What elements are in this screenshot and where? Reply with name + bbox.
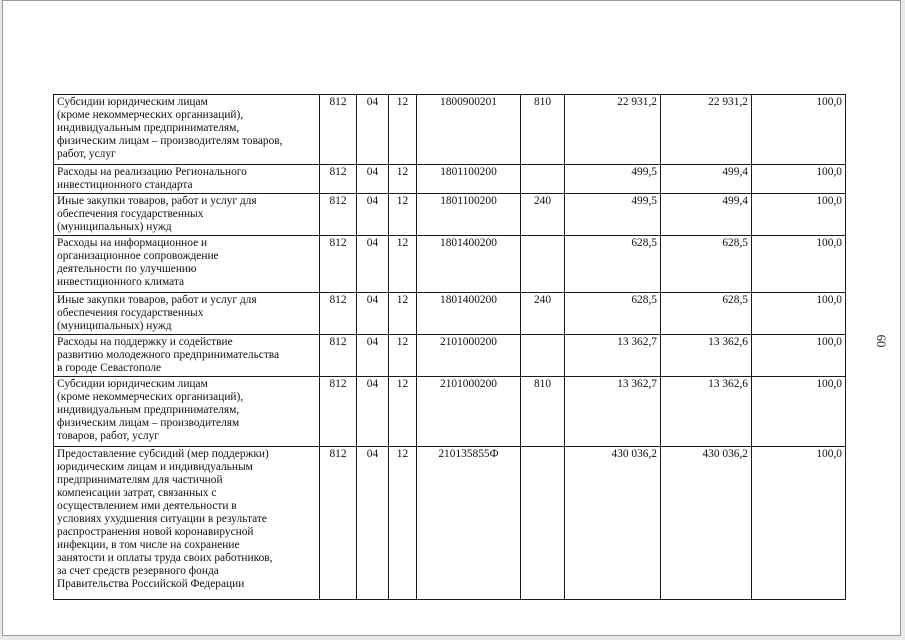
target-article-code: 1800900201 [417, 95, 521, 165]
table-row [54, 335, 846, 377]
subsection-code: 12 [389, 335, 417, 377]
row-name: Иные закупки товаров, работ и услуг для обеспечения государственных (муниципальных) нужд [54, 293, 320, 335]
executed-amount: 499,4 [661, 165, 752, 194]
section-code: 04 [357, 377, 389, 447]
section-code: 04 [357, 447, 389, 600]
ministry-code: 812 [320, 377, 357, 447]
executed-amount: 499,4 [661, 194, 752, 236]
expense-type-code [521, 447, 565, 600]
target-article-code: 2101000200 [417, 377, 521, 447]
planned-amount: 13 362,7 [565, 377, 661, 447]
expense-type-code [521, 335, 565, 377]
ministry-code: 812 [320, 293, 357, 335]
row-name: Расходы на реализацию Регионального инвестиционного стандарта [54, 165, 320, 194]
table-row [54, 236, 846, 293]
section-code: 04 [357, 335, 389, 377]
target-article-code: 2101000200 [417, 335, 521, 377]
execution-percent: 100,0 [752, 447, 846, 600]
section-code: 04 [357, 165, 389, 194]
executed-amount: 13 362,6 [661, 377, 752, 447]
execution-percent: 100,0 [752, 95, 846, 165]
execution-percent: 100,0 [752, 165, 846, 194]
subsection-code: 12 [389, 165, 417, 194]
ministry-code: 812 [320, 194, 357, 236]
execution-percent: 100,0 [752, 293, 846, 335]
execution-percent: 100,0 [752, 236, 846, 293]
expense-type-code: 810 [521, 377, 565, 447]
budget-table [53, 94, 846, 600]
executed-amount: 628,5 [661, 293, 752, 335]
section-code: 04 [357, 236, 389, 293]
expense-type-code [521, 236, 565, 293]
table-row [54, 165, 846, 194]
table-row [54, 377, 846, 447]
row-name: Субсидии юридическим лицам (кроме некоммерческих организаций), индивидуальным предпринимателям, физическим лицам – производителям товаров, работ, услуг [54, 377, 320, 447]
planned-amount: 430 036,2 [565, 447, 661, 600]
ministry-code: 812 [320, 335, 357, 377]
executed-amount: 430 036,2 [661, 447, 752, 600]
planned-amount: 499,5 [565, 194, 661, 236]
subsection-code: 12 [389, 236, 417, 293]
target-article-code: 1801400200 [417, 236, 521, 293]
subsection-code: 12 [389, 377, 417, 447]
ministry-code: 812 [320, 236, 357, 293]
planned-amount: 22 931,2 [565, 95, 661, 165]
expense-type-code: 240 [521, 293, 565, 335]
row-name: Иные закупки товаров, работ и услуг для обеспечения государственных (муниципальных) нужд [54, 194, 320, 236]
execution-percent: 100,0 [752, 335, 846, 377]
planned-amount: 13 362,7 [565, 335, 661, 377]
section-code: 04 [357, 95, 389, 165]
planned-amount: 628,5 [565, 293, 661, 335]
expense-type-code [521, 165, 565, 194]
subsection-code: 12 [389, 95, 417, 165]
subsection-code: 12 [389, 194, 417, 236]
expense-type-code: 810 [521, 95, 565, 165]
row-name: Расходы на поддержку и содействие развитию молодежного предпринимательства в городе Севастополе [54, 335, 320, 377]
document-page [2, 0, 901, 636]
subsection-code: 12 [389, 293, 417, 335]
row-name: Расходы на информационное и организационное сопровождение деятельности по улучшению инвестиционного климата [54, 236, 320, 293]
expense-type-code: 240 [521, 194, 565, 236]
ministry-code: 812 [320, 95, 357, 165]
table-row [54, 194, 846, 236]
target-article-code: 1801100200 [417, 194, 521, 236]
executed-amount: 22 931,2 [661, 95, 752, 165]
page-number: 60 [874, 334, 889, 348]
target-article-code: 1801400200 [417, 293, 521, 335]
table-row [54, 293, 846, 335]
section-code: 04 [357, 293, 389, 335]
executed-amount: 628,5 [661, 236, 752, 293]
section-code: 04 [357, 194, 389, 236]
planned-amount: 628,5 [565, 236, 661, 293]
subsection-code: 12 [389, 447, 417, 600]
ministry-code: 812 [320, 447, 357, 600]
execution-percent: 100,0 [752, 377, 846, 447]
table-row [54, 95, 846, 165]
target-article-code: 210135855Ф [417, 447, 521, 600]
row-name: Субсидии юридическим лицам (кроме некоммерческих организаций), индивидуальным предпринимателям, физическим лицам – производителям товаров, работ, услуг [54, 95, 320, 165]
execution-percent: 100,0 [752, 194, 846, 236]
table-row [54, 447, 846, 600]
planned-amount: 499,5 [565, 165, 661, 194]
row-name: Предоставление субсидий (мер поддержки) юридическим лицам и индивидуальным предпринимателям для частичной компенсации затрат, связанных с осуществлением ими деятельности в условиях ухудшения ситуации в результате распространения новой коронавирусной инфекции, в том числе на сохранение занятости и оплаты труда своих работников, за счет средств резервного фонда Правительства Российской Федерации [54, 447, 320, 600]
ministry-code: 812 [320, 165, 357, 194]
target-article-code: 1801100200 [417, 165, 521, 194]
executed-amount: 13 362,6 [661, 335, 752, 377]
